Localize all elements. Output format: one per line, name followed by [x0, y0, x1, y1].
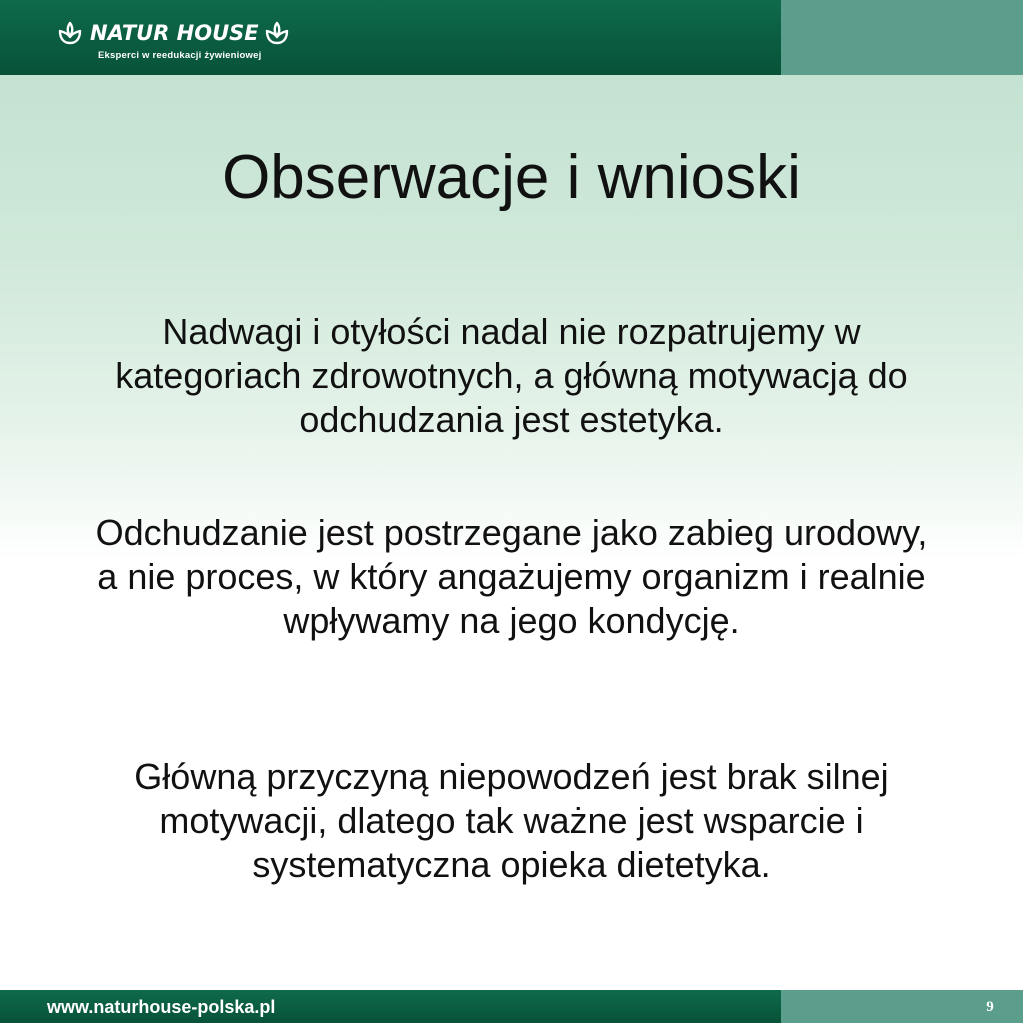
footer-website-url[interactable]: www.naturhouse-polska.pl: [47, 997, 276, 1017]
logo-tagline: Eksperci w reedukacji żywieniowej: [98, 50, 262, 61]
paragraph-motivation: Główną przyczyną niepowodzeń jest brak silnej motywacji, dlatego tak ważne jest wsparcie i systematyczna opieka dietetyka.: [134, 756, 889, 885]
paragraph-health-perception: Nadwagi i otyłości nadal nie rozpatrujemy w kategoriach zdrowotnych, a główną motywacją do odchudzania jest estetyka.: [115, 311, 908, 440]
leaf-icon: [263, 19, 291, 47]
leaf-icon: [56, 19, 84, 47]
logo-row: [56, 16, 291, 50]
naturhouse-logo[interactable]: [56, 16, 296, 62]
page-number: 9: [986, 999, 994, 1015]
logo-name: NATUR HOUSE: [90, 21, 259, 45]
paragraph-cosmetic-perception: Odchudzanie jest postrzegane jako zabieg urodowy, a nie proces, w który angażujemy organizm i realnie wpływamy na jego kondycję.: [95, 512, 928, 641]
header-accent-block: [781, 0, 1023, 75]
slide-title: Obserwacje i wnioski: [222, 143, 801, 212]
